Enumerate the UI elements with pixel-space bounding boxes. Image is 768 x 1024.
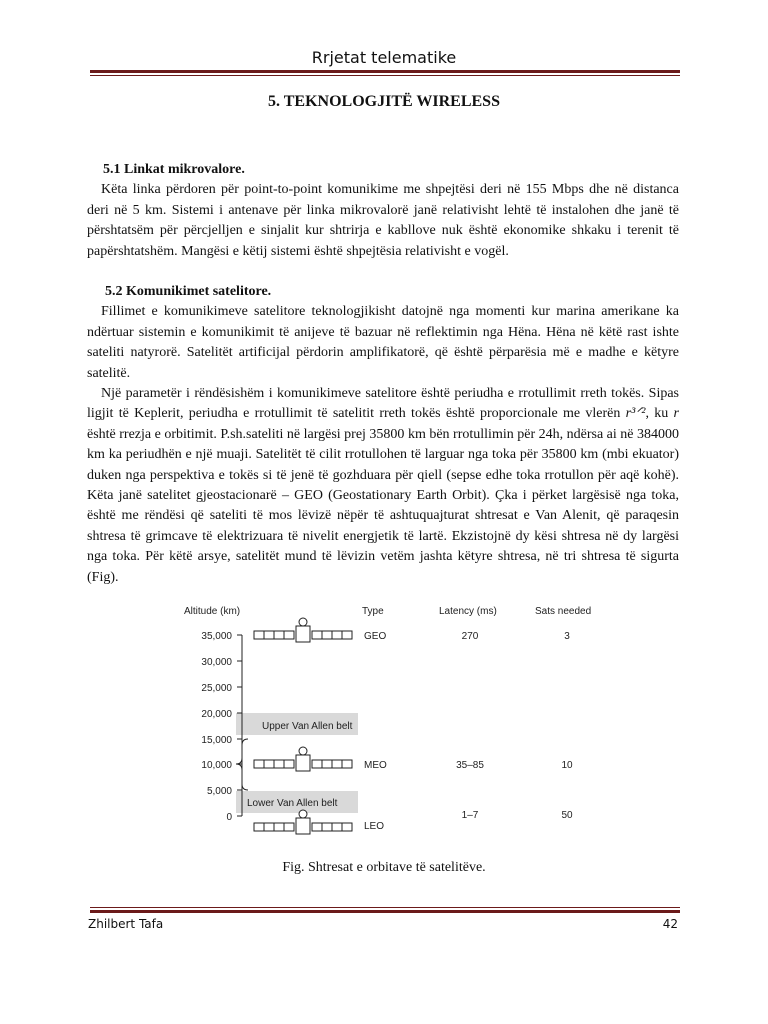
geo-sats: 3 xyxy=(564,631,570,642)
chapter-title: 5. TEKNOLOGJITË WIRELESS xyxy=(268,93,500,110)
paragraph: Këta linka përdoren për point-to-point komunikime me shpejtësi deri në 155 Mbps dhe në distanca deri në 5 km. Sistemi i antenave për linka mikrovalorë janë relativisht lehtë të instalohen dhe janë të përshtatsëm për përcjelljen e sinjalit kur shtrirja e kabllove nuk është ekonomike shkaku i terenit të papërshtatshëm. Mangësi e këtij sistemi është shpejtësia relativisht e vogël. xyxy=(87,182,679,259)
tick-label: 5,000 xyxy=(206,786,232,797)
altitude-header: Altitude (km) xyxy=(184,606,241,617)
footer-author: Zhilbert Tafa xyxy=(88,917,164,931)
header-rule-thin xyxy=(90,75,680,76)
section-microwave xyxy=(87,160,679,262)
latency-header: Latency (ms) xyxy=(439,606,497,617)
section-heading: 5.2 Komunikimet satelitore. xyxy=(105,284,272,299)
meo-satellite-icon xyxy=(254,747,352,771)
paragraph xyxy=(87,384,679,588)
tick-label: 25,000 xyxy=(201,683,232,694)
page-number: 42 xyxy=(662,917,678,931)
lower-belt-label: Lower Van Allen belt xyxy=(247,798,338,809)
figure-caption: Fig. Shtresat e orbitave të satelitëve. xyxy=(282,860,486,875)
leo-latency: 1–7 xyxy=(461,810,479,821)
geo-type: GEO xyxy=(364,631,387,642)
geo-latency: 270 xyxy=(461,631,479,642)
leo-satellite-icon xyxy=(254,810,352,834)
header-rule-thick xyxy=(90,70,680,73)
tick-label: 0 xyxy=(226,812,232,823)
section-heading: 5.1 Linkat mikrovalore. xyxy=(103,162,245,177)
math-expression: r³ᐟ² xyxy=(625,406,646,422)
tick-label: 10,000 xyxy=(201,760,232,771)
meo-type: MEO xyxy=(364,760,387,771)
type-header: Type xyxy=(362,606,384,617)
paragraph-text: , ku xyxy=(645,406,674,422)
tick-label: 20,000 xyxy=(201,709,232,720)
sats-header: Sats needed xyxy=(535,606,592,617)
footer-rule-thick xyxy=(90,910,680,913)
meo-latency: 35–85 xyxy=(456,760,484,771)
footer-rule-thin xyxy=(90,907,680,908)
geo-satellite-icon xyxy=(254,618,352,642)
section-satellite xyxy=(87,282,679,588)
orbit-figure xyxy=(178,598,598,838)
paragraph: Fillimet e komunikimeve satelitore teknologjikisht datojnë nga momenti kur marina amerikane ka ndërtuar sistemin e komunikimit të anijeve të bazuar në reflektimin nga Hëna. Hëna në këtë rast ishte sateliti natyrorë. Satelitët artificijal përdorin amplifikatorë, që është përparësia më e madhe e këtyre satelitë. xyxy=(87,304,679,381)
paragraph-text: Një parametër i rëndësishëm i komunikimeve satelitore është periudha e rrotullimit rreth tokës. Sipas ligjit të Keplerit, periudha e rrotullimit të satelitit rreth tokës është proporcionale me vlerën xyxy=(87,386,679,422)
tick-label: 15,000 xyxy=(201,735,232,746)
leo-sats: 50 xyxy=(561,810,573,821)
running-header: Rrjetat telematike xyxy=(311,48,457,67)
axis-tick-labels xyxy=(201,631,232,823)
leo-type: LEO xyxy=(364,821,385,832)
meo-sats: 10 xyxy=(561,760,573,771)
tick-label: 30,000 xyxy=(201,657,232,668)
upper-belt-label: Upper Van Allen belt xyxy=(262,721,353,732)
math-symbol: r xyxy=(673,406,679,422)
paragraph-text: është rrezja e orbitimit. P.sh.sateliti në largësi prej 35800 km bën rrotullimin për 24h, ndërsa ai në 384000 km ka periudhën e një muaji. Satelitët të cilit rrotullohen të larguar nga toka për 35800 km (mbi ekuator) duken nga perspektiva e tokës si të jenë të gozhduara për qiell (sepse edhe toka rrotullon për aqë kohë). Këta janë satelitet gjeostacionarë – GEO (Geostationary Earth Orbit). Çka i përket largësisë nga toka, është me rëndësi që sateliti të mos lëvizë nëpër të ashtuquajturat shtresat e Van Alenit, që paraqesin shtresa të grimcave të elektrizuara të nivelit energjetik të lartë. Ekzistojnë dy kësi shtresa në dy largësi nga toka. Për këtë arsye, satelitët mund të lëvizin vetëm jashta këtyre shtresa, në tri shtresa të sigurta (Fig). xyxy=(87,426,679,585)
tick-label: 35,000 xyxy=(201,631,232,642)
